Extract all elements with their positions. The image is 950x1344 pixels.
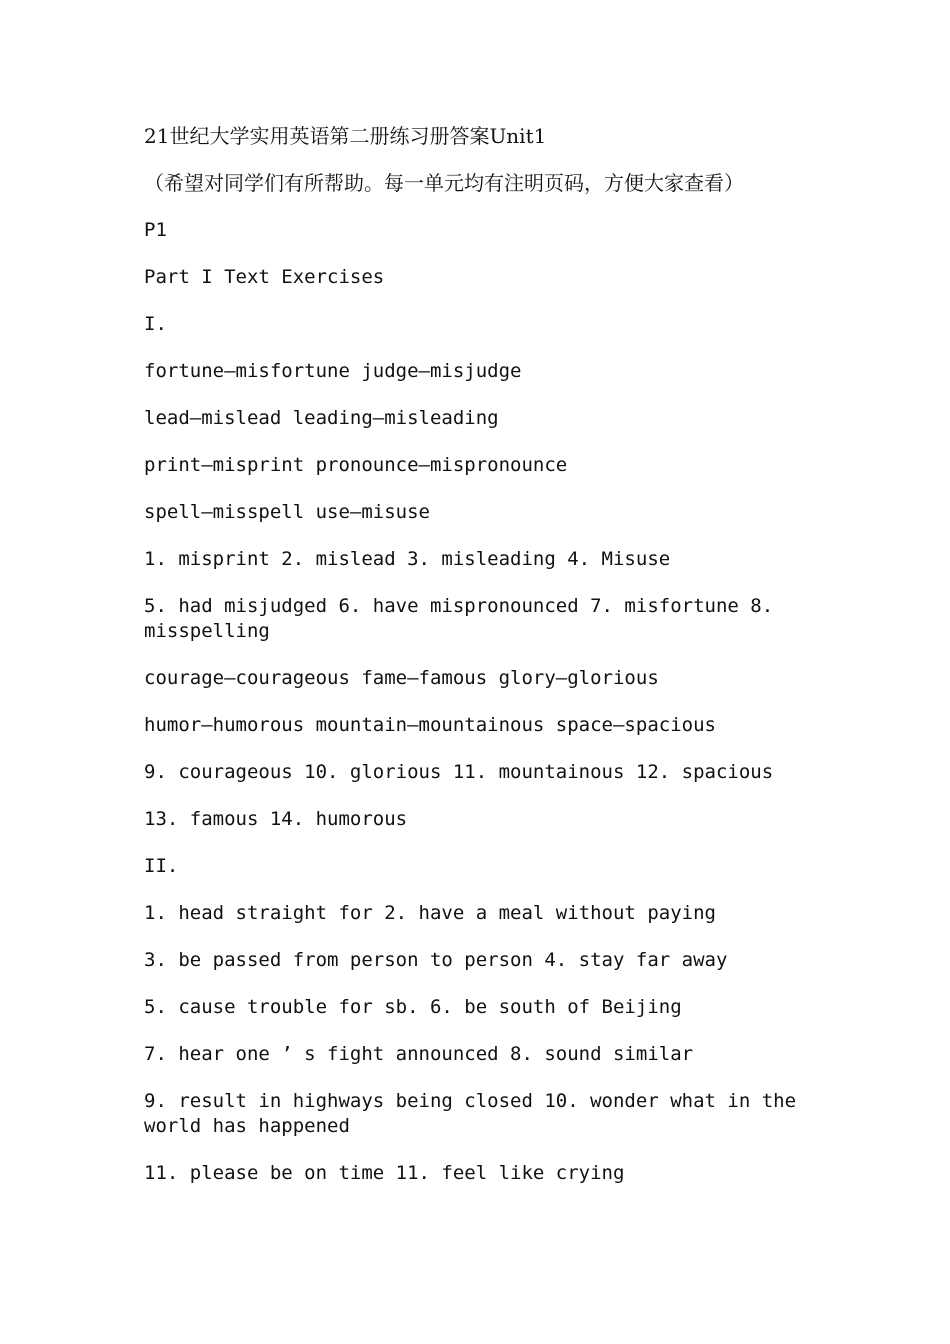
answer-line: 5. had misjudged 6. have mispronounced 7. misfortune 8. misspelling (144, 595, 785, 642)
answer-line: 11. please be on time 11. feel like crying (144, 1162, 625, 1184)
answer-line: fortune—misfortune judge—misjudge (144, 360, 522, 382)
answer-line: 9. courageous 10. glorious 11. mountainous 12. spacious (144, 761, 774, 783)
answer-line: 9. result in highways being closed 10. wonder what in the world has happened (144, 1090, 808, 1137)
answer-line: 13. famous 14. humorous (144, 808, 408, 830)
answer-line: courage—courageous fame—famous glory—glorious (144, 667, 659, 689)
answer-line: 7. hear one ’ s fight announced 8. sound similar (144, 1043, 694, 1065)
answer-line: humor—humorous mountain—mountainous space—spacious (144, 714, 716, 736)
answer-line: 1. head straight for 2. have a meal without paying (144, 902, 716, 924)
answer-line: 3. be passed from person to person 4. stay far away (144, 949, 728, 971)
document-title: 21世纪大学实用英语第二册练习册答案Unit1 (144, 124, 547, 148)
answer-line: lead—mislead leading—misleading (144, 407, 499, 429)
document-subtitle: （希望对同学们有所帮助。每一单元均有注明页码，方便大家查看） (144, 171, 744, 195)
answer-line: spell—misspell use—misuse (144, 501, 430, 523)
document-body (144, 124, 808, 1208)
page-reference: P1 (144, 219, 167, 241)
answer-line: 5. cause trouble for sb. 6. be south of Beijing (144, 996, 682, 1018)
section-1-label: I. (144, 313, 167, 335)
answer-line: 1. misprint 2. mislead 3. misleading 4. Misuse (144, 548, 671, 570)
answer-line: print—misprint pronounce—mispronounce (144, 454, 568, 476)
part-heading: Part I Text Exercises (144, 266, 385, 288)
section-2-label: II. (144, 855, 179, 877)
